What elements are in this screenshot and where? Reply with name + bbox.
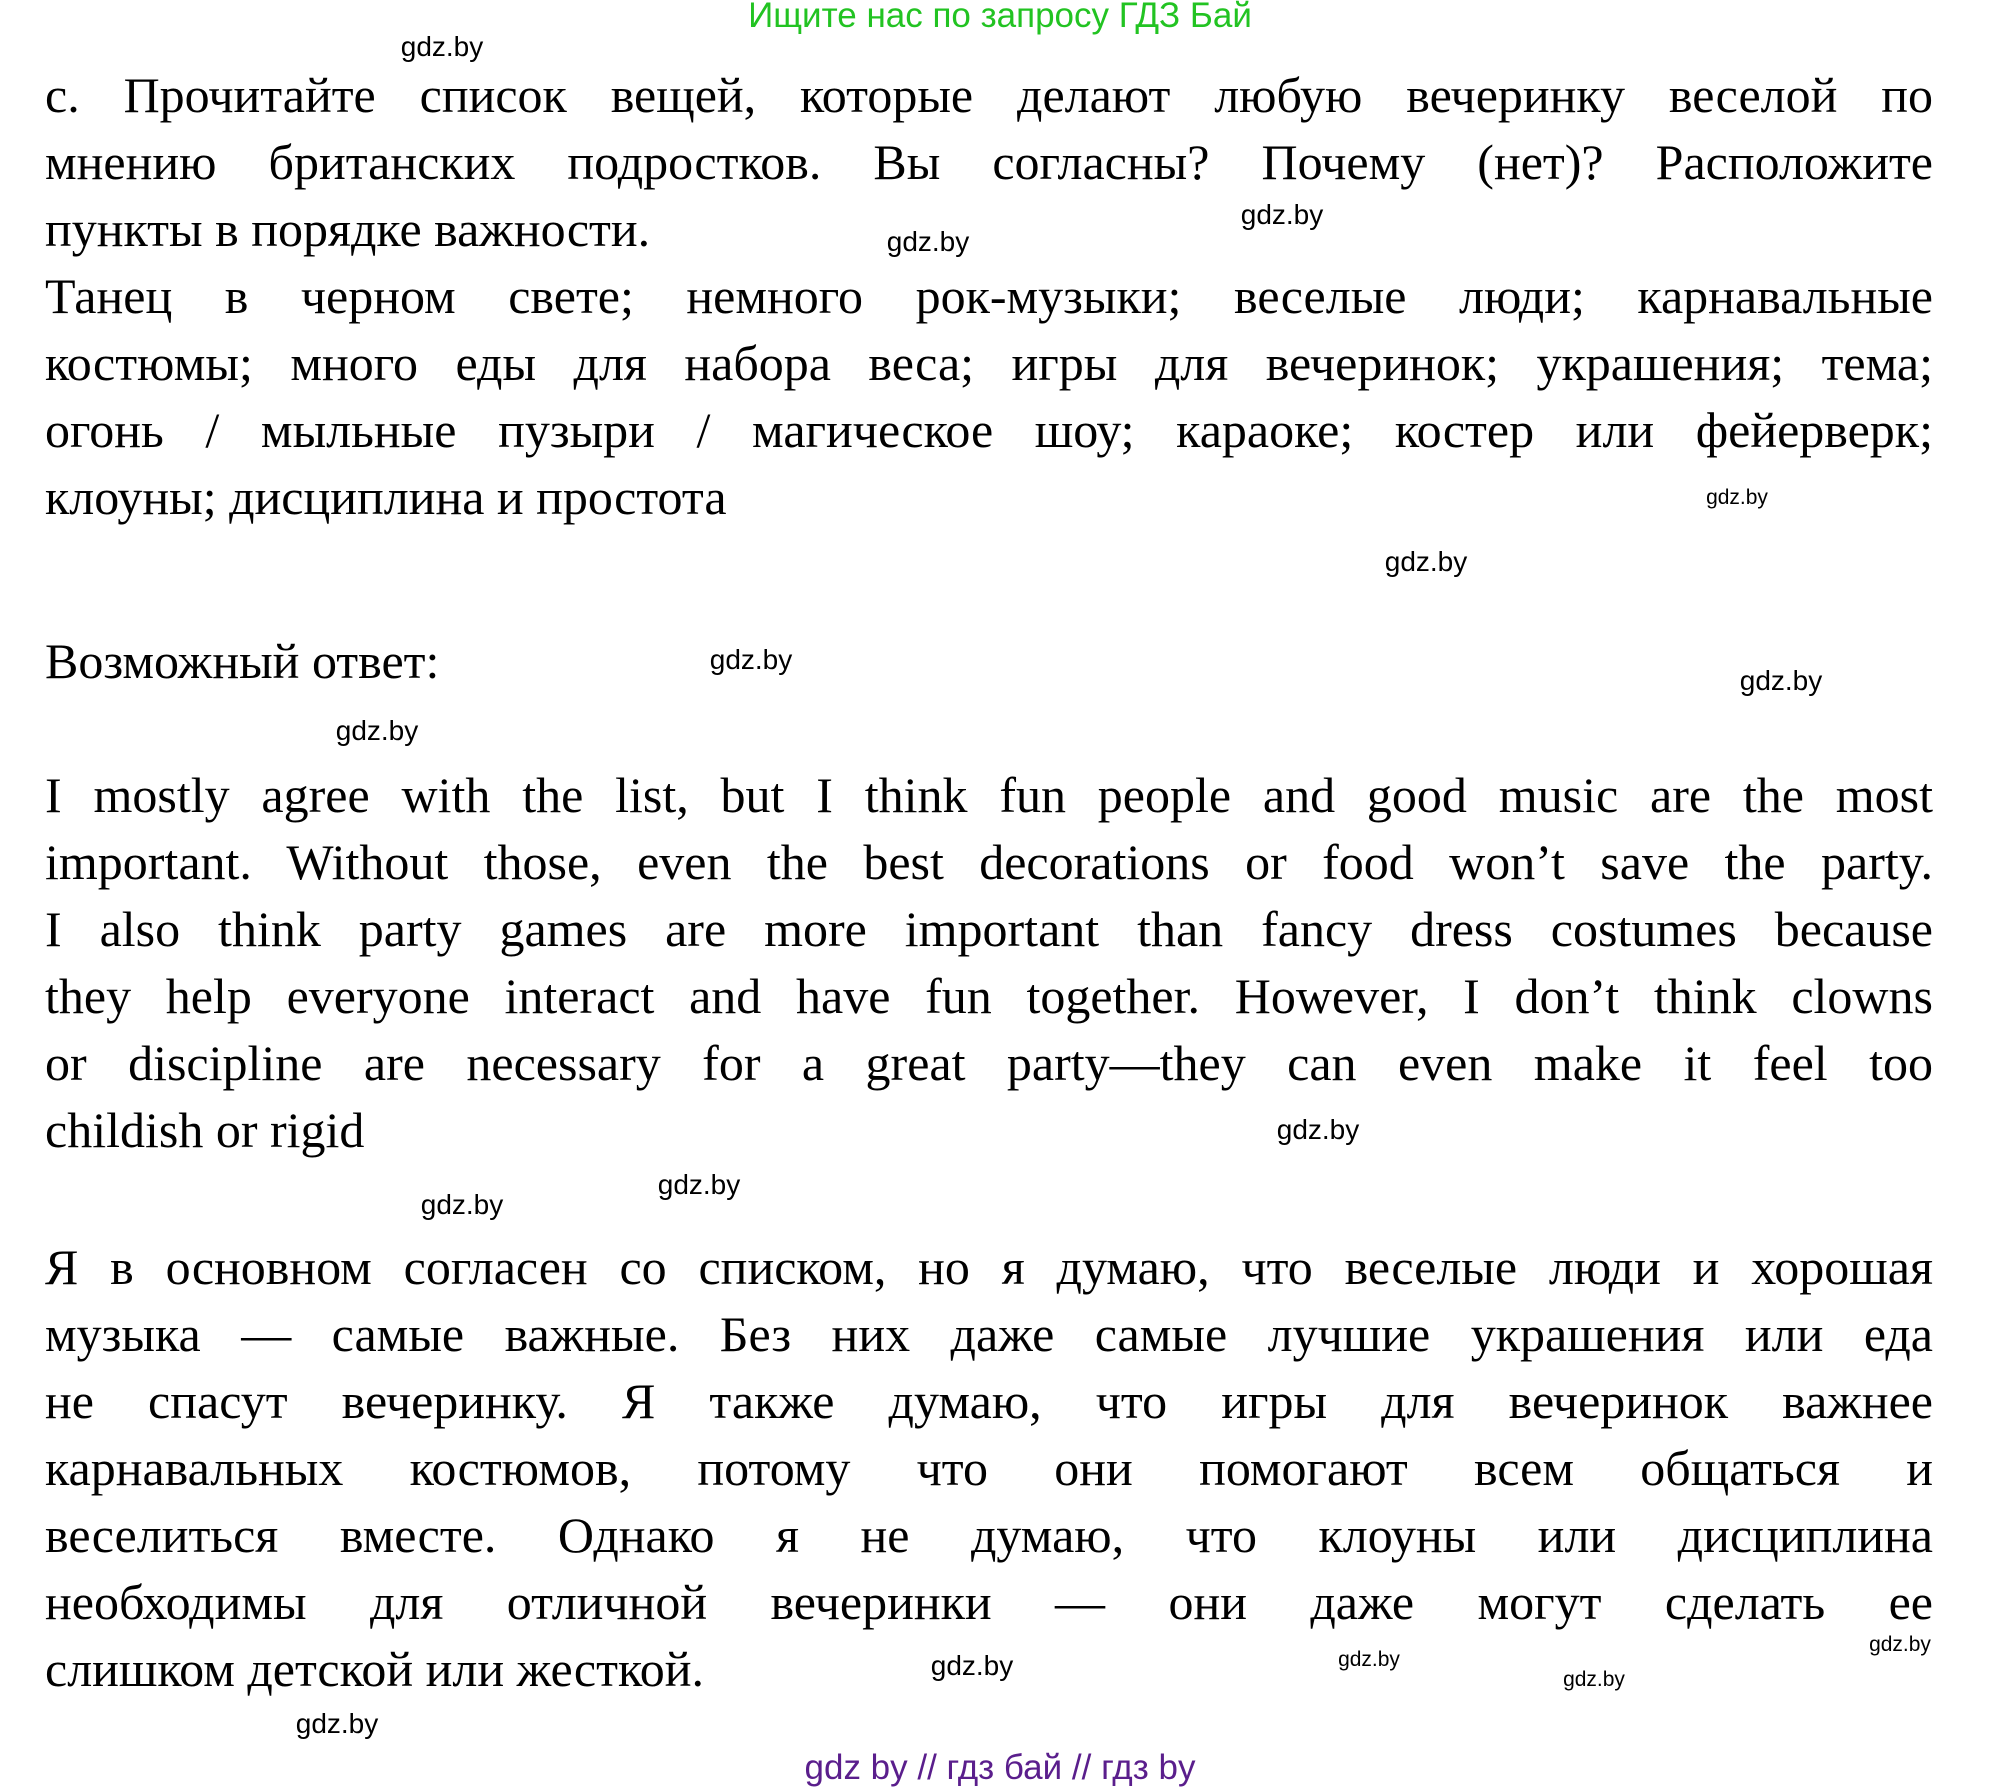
answer-russian	[45, 1234, 1933, 1703]
footer-links: gdz by // гдз бай // гдз by	[804, 1748, 1196, 1787]
watermark: gdz.by	[1240, 199, 1324, 230]
task-paragraph	[45, 62, 1933, 531]
answer-ru-line: Я в основном согласен со списком, но я думаю, что веселые люди и хорошая	[45, 1239, 1933, 1295]
answer-en-line: they help everyone interact and have fun together. However, I don’t think clowns	[45, 968, 1933, 1024]
watermark: gdz.by	[930, 1650, 1014, 1681]
watermark: gdz.by	[1276, 1114, 1360, 1145]
answer-ru-line: слишком детской или жесткой.	[45, 1641, 704, 1697]
answer-english	[45, 762, 1933, 1164]
watermark: gdz.by	[335, 715, 419, 746]
answer-ru-line: веселиться вместе. Однако я не думаю, что клоуны или дисциплина	[45, 1507, 1933, 1563]
task-line: пункты в порядке важности.	[45, 201, 651, 257]
watermark: gdz.by	[1706, 486, 1768, 509]
answer-en-line: or discipline are necessary for a great party—they can even make it feel too	[45, 1035, 1933, 1091]
watermark: gdz.by	[295, 1708, 379, 1739]
watermark: gdz.by	[1338, 1648, 1400, 1671]
item-list-line: Танец в черном свете; немного рок-музыки; веселые люди; карнавальные	[45, 268, 1933, 324]
task-line: мнению британских подростков. Вы согласны? Почему (нет)? Расположите	[45, 134, 1933, 190]
watermark: gdz.by	[709, 644, 793, 675]
answer-ru-line: музыка — самые важные. Без них даже самые лучшие украшения или еда	[45, 1306, 1933, 1362]
answer-ru-line: не спасут вечеринку. Я также думаю, что игры для вечеринок важнее	[45, 1373, 1933, 1429]
answer-en-line: I also think party games are more important than fancy dress costumes because	[45, 901, 1933, 957]
answer-en-line: important. Without those, even the best decorations or food won’t save the party.	[45, 834, 1933, 890]
watermark: gdz.by	[400, 31, 484, 62]
answer-ru-line: необходимы для отличной вечеринки — они даже могут сделать ее	[45, 1574, 1933, 1630]
answer-ru-line: карнавальных костюмов, потому что они помогают всем общаться и	[45, 1440, 1933, 1496]
watermark: gdz.by	[886, 226, 970, 257]
search-hint-banner: Ищите нас по запросу ГДЗ Бай	[748, 0, 1252, 35]
watermark: gdz.by	[420, 1189, 504, 1220]
answer-en-line: childish or rigid	[45, 1102, 365, 1158]
answer-en-line: I mostly agree with the list, but I think fun people and good music are the most	[45, 767, 1933, 823]
item-list-line: огонь / мыльные пузыри / магическое шоу; караоке; костер или фейерверк;	[45, 402, 1933, 458]
watermark: gdz.by	[1869, 1633, 1931, 1656]
watermark: gdz.by	[1384, 546, 1468, 577]
watermark: gdz.by	[657, 1169, 741, 1200]
answer-heading: Возможный ответ:	[45, 633, 440, 689]
watermark: gdz.by	[1563, 1668, 1625, 1691]
item-list-line: клоуны; дисциплина и простота	[45, 469, 727, 525]
watermark: gdz.by	[1739, 665, 1823, 696]
task-line: с. Прочитайте список вещей, которые делают любую вечеринку веселой по	[45, 67, 1933, 123]
answer-heading-block	[45, 628, 1933, 695]
item-list-line: костюмы; много еды для набора веса; игры для вечеринок; украшения; тема;	[45, 335, 1933, 391]
